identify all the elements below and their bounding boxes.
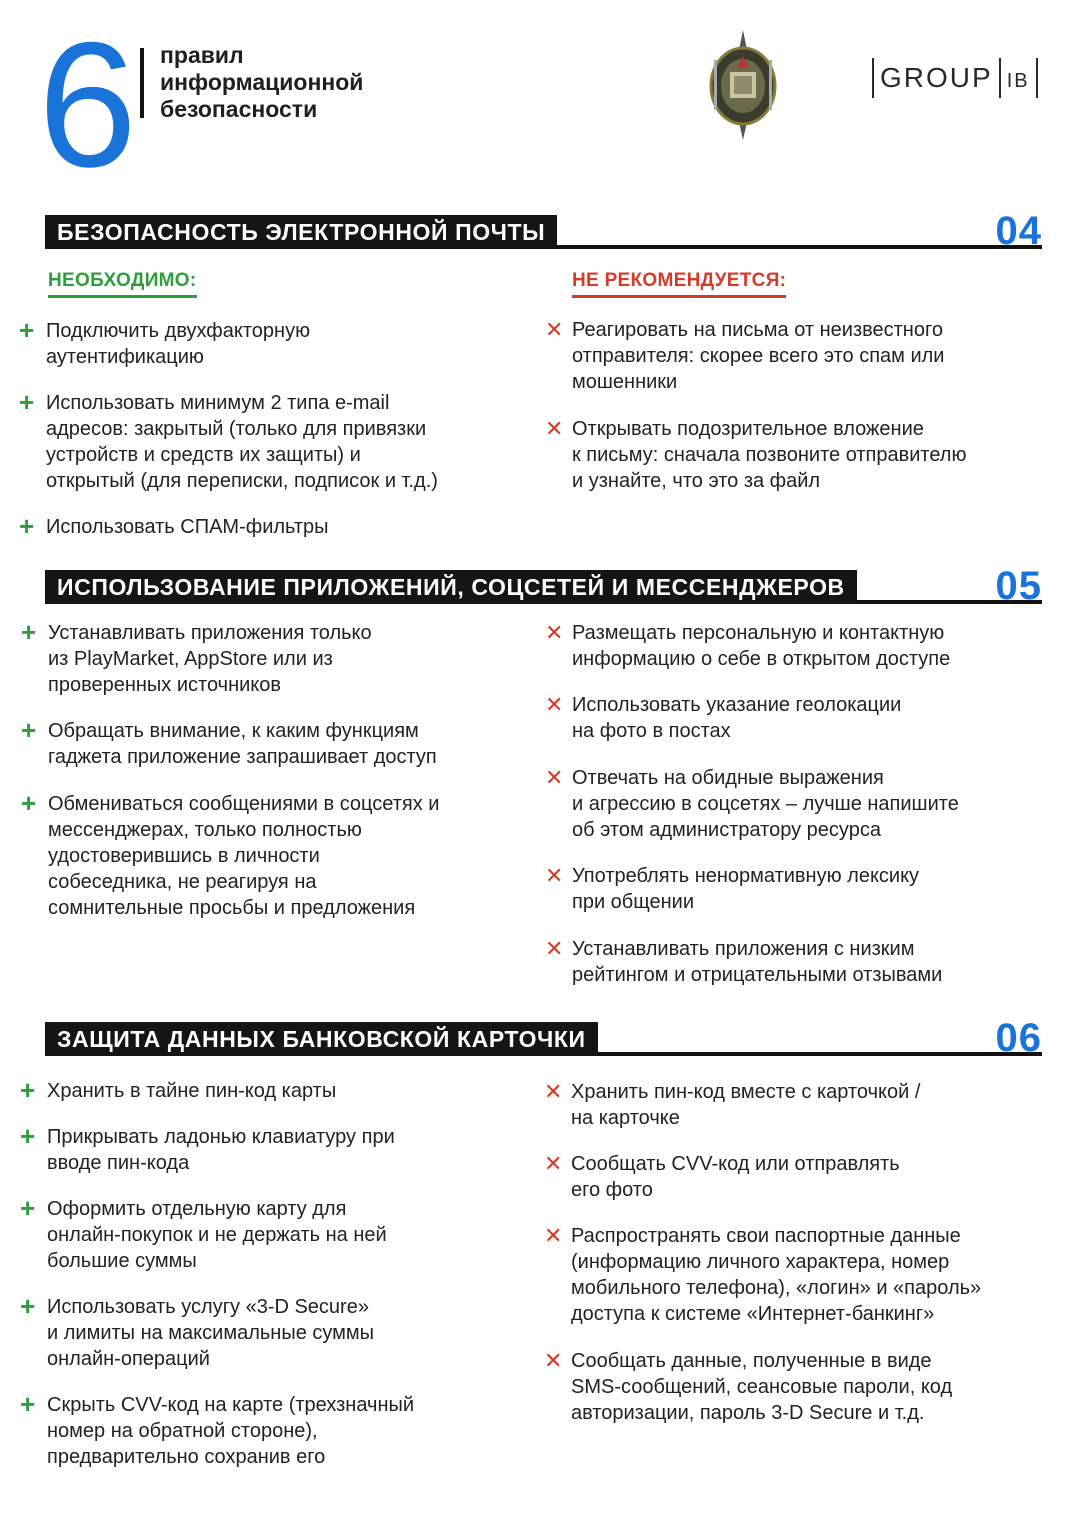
- plus-icon: +: [20, 1121, 36, 1151]
- cross-icon: ✕: [545, 936, 564, 961]
- plus-icon: +: [21, 788, 37, 818]
- plus-icon: +: [19, 387, 35, 417]
- list-item: [20, 1121, 395, 1176]
- list-item: [545, 936, 943, 988]
- section-title: ЗАЩИТА ДАННЫХ БАНКОВСКОЙ КАРТОЧКИ: [45, 1022, 598, 1056]
- list-item: [20, 1389, 415, 1470]
- item-text: Подключить двухфакторную аутентификацию: [46, 320, 311, 368]
- cross-icon: ✕: [544, 1079, 563, 1104]
- plus-icon: +: [20, 1075, 36, 1105]
- list-item: [20, 1193, 387, 1274]
- list-item: [21, 788, 440, 921]
- list-item: [20, 1291, 375, 1372]
- item-text: Устанавливать приложения только из PlayMarket, AppStore или из проверенных источников: [48, 622, 372, 696]
- list-item: [545, 863, 920, 915]
- item-text: Отвечать на обидные выражения и агрессию в соцсетях – лучше напишите об этом администратору ресурса: [572, 767, 959, 841]
- not-recommended-label: НЕ РЕКОМЕНДУЕТСЯ:: [572, 270, 786, 298]
- cross-icon: ✕: [544, 1348, 563, 1373]
- section-number: 04: [995, 209, 1042, 253]
- title-line: правил: [160, 42, 244, 68]
- cross-icon: ✕: [545, 317, 564, 342]
- list-item: [544, 1151, 900, 1203]
- item-text: Сообщать CVV-код или отправлять его фото: [571, 1153, 900, 1201]
- item-text: Скрыть CVV-код на карте (трехзначный номер на обратной стороне), предварительно сохранив его: [47, 1394, 415, 1468]
- list-item: [545, 692, 902, 744]
- cross-icon: ✕: [545, 416, 564, 441]
- plus-icon: +: [20, 1291, 36, 1321]
- cross-icon: ✕: [545, 765, 564, 790]
- plus-icon: +: [21, 617, 37, 647]
- item-text: Размещать персональную и контактную информацию о себе в открытом доступе: [572, 622, 951, 670]
- cross-icon: ✕: [545, 692, 564, 717]
- logo-bar: [872, 58, 874, 98]
- title-line: информационной: [160, 69, 364, 95]
- recommended-label: НЕОБХОДИМО:: [48, 270, 197, 298]
- list-item: [19, 511, 329, 541]
- list-item: [545, 416, 967, 494]
- list-item: [545, 620, 951, 672]
- section-title: БЕЗОПАСНОСТЬ ЭЛЕКТРОННОЙ ПОЧТЫ: [45, 215, 557, 249]
- item-text: Обращать внимание, к каким функциям гаджета приложение запрашивает доступ: [48, 720, 437, 768]
- item-text: Использовать услугу «3-D Secure» и лимиты на максимальные суммы онлайн-операций: [47, 1296, 375, 1370]
- list-item: [21, 617, 372, 698]
- item-text: Сообщать данные, полученные в виде SMS-сообщений, сеансовые пароли, код авторизации, пароль 3-D Secure и т.д.: [571, 1350, 953, 1424]
- list-item: [20, 1075, 337, 1105]
- section-header-apps: [45, 560, 1042, 608]
- section-title: ИСПОЛЬЗОВАНИЕ ПРИЛОЖЕНИЙ, СОЦСЕТЕЙ И МЕССЕНДЖЕРОВ: [45, 570, 857, 604]
- title-line: безопасности: [160, 96, 318, 122]
- item-text: Прикрывать ладонью клавиатуру при вводе пин-кода: [47, 1126, 395, 1174]
- plus-icon: +: [20, 1193, 36, 1223]
- cross-icon: ✕: [545, 620, 564, 645]
- list-item: [19, 315, 311, 370]
- section-header-bank-card: [45, 1012, 1042, 1060]
- list-item: [544, 1223, 982, 1327]
- list-item: [544, 1348, 953, 1426]
- list-item: [545, 765, 959, 843]
- logo-bar: [1036, 58, 1038, 98]
- item-text: Реагировать на письма от неизвестного отправителя: скорее всего это спам или мошенники: [572, 319, 945, 393]
- list-item: [21, 715, 437, 770]
- kgb-emblem-icon: [700, 30, 786, 140]
- plus-icon: +: [21, 715, 37, 745]
- group-ib-logo: [866, 58, 1044, 98]
- list-item: [19, 387, 438, 494]
- item-text: Обмениваться сообщениями в соцсетях и мессенджерах, только полностью удостоверившись в личности собеседника, не реагируя на сомнительные просьбы и предложения: [48, 793, 440, 919]
- logo-text-ib: ib: [1006, 62, 1030, 93]
- list-item: [545, 317, 945, 395]
- logo-bar: [999, 58, 1001, 98]
- plus-icon: +: [19, 511, 35, 541]
- section-number: 06: [995, 1016, 1042, 1060]
- item-text: Использовать СПАМ-фильтры: [46, 516, 329, 538]
- item-text: Открывать подозрительное вложение к письму: сначала позвоните отправителю и узнайте, что это за файл: [572, 418, 967, 492]
- section-number: 05: [995, 564, 1042, 608]
- rules-count: 6: [38, 5, 133, 204]
- item-text: Использовать минимум 2 типа e-mail адресов: закрытый (только для привязки устройств и средств их защиты) и открытый (для переписки, подписок и т.д.): [46, 392, 438, 492]
- item-text: Устанавливать приложения с низким рейтингом и отрицательными отзывами: [572, 938, 943, 986]
- plus-icon: +: [19, 315, 35, 345]
- logo-text-group: GROUP: [880, 62, 993, 93]
- page-title: [160, 42, 363, 123]
- title-divider: [140, 48, 144, 118]
- item-text: Хранить в тайне пин-код карты: [47, 1080, 337, 1102]
- cross-icon: ✕: [544, 1223, 563, 1248]
- cross-icon: ✕: [544, 1151, 563, 1176]
- list-item: [544, 1079, 921, 1131]
- cross-icon: ✕: [545, 863, 564, 888]
- item-text: Оформить отдельную карту для онлайн-покупок и не держать на ней большие суммы: [47, 1198, 387, 1272]
- plus-icon: +: [20, 1389, 36, 1419]
- item-text: Хранить пин-код вместе с карточкой / на карточке: [571, 1081, 921, 1129]
- section-header-email: [45, 205, 1042, 253]
- item-text: Распространять свои паспортные данные (информацию личного характера, номер мобильного телефона), «логин» и «пароль» доступа к системе «Интернет-банкинг»: [571, 1225, 982, 1325]
- item-text: Употреблять ненормативную лексику при общении: [572, 865, 920, 913]
- item-text: Использовать указание геолокации на фото в постах: [572, 694, 902, 742]
